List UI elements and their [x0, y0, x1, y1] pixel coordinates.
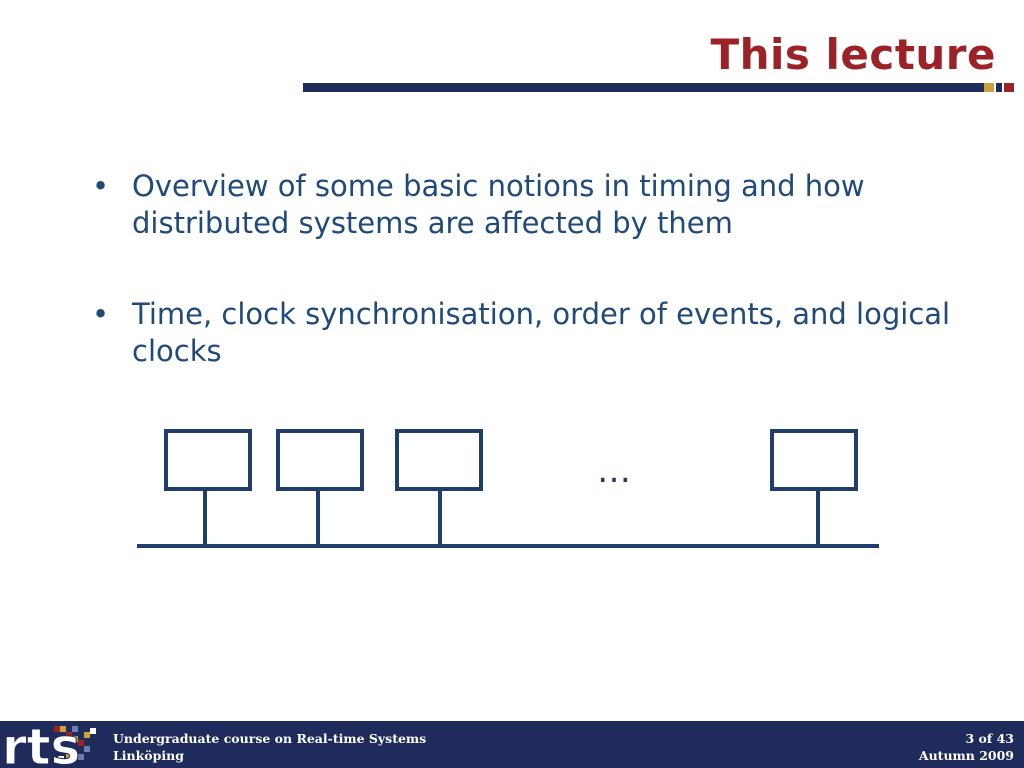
rts-logo: [0, 706, 108, 768]
footer-course-info: [113, 730, 426, 764]
logo-text: rts: [2, 718, 81, 768]
footer-page-info: [919, 730, 1014, 764]
term-label: Autumn 2009: [918, 748, 1014, 763]
course-location: Linköping: [113, 748, 184, 763]
bullet-marker: •: [92, 297, 110, 331]
bullet-marker: •: [92, 169, 110, 203]
slide-title: This lecture: [710, 30, 996, 79]
page-number: 3 of 43: [965, 731, 1014, 746]
node-box: [397, 431, 481, 489]
node-box: [166, 431, 250, 489]
node-box: [772, 431, 856, 489]
node-box: [278, 431, 362, 489]
bullet-text: Time, clock synchronisation, order of events, and logical clocks: [132, 297, 951, 368]
course-name: Undergraduate course on Real-time Systems: [113, 731, 427, 746]
bullet-text: Overview of some basic notions in timing and how distributed systems are affected by them: [132, 169, 865, 240]
ellipsis-label: …: [597, 451, 631, 491]
